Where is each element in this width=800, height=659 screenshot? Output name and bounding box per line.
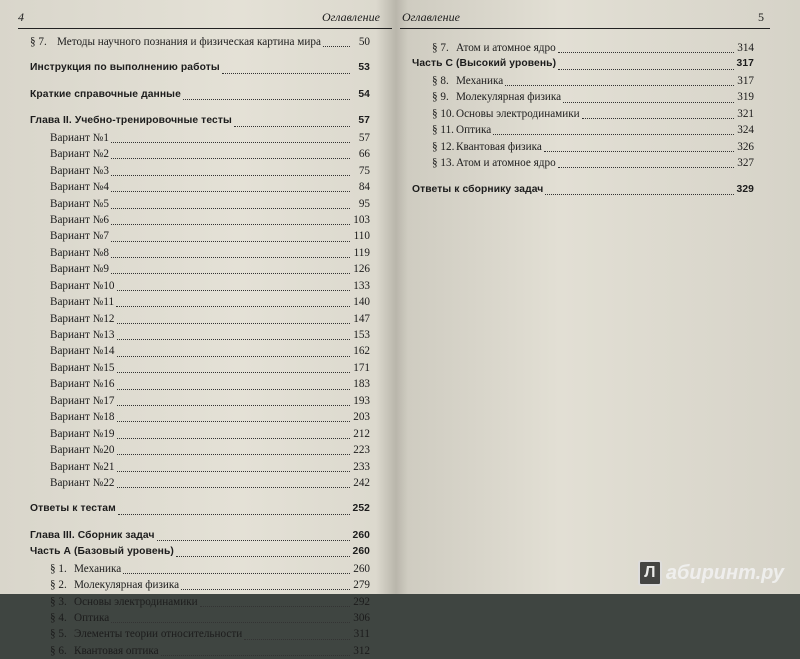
toc-entry-label [432,89,561,105]
toc-entry-page: 252 [352,503,370,515]
toc-leader-dots [222,64,350,74]
toc-leader-dots [111,613,350,623]
toc-entry-title: Вариант №2 [50,148,109,161]
toc-leader-dots [234,117,350,127]
watermark-text: абиринт.ру [665,561,784,584]
toc-entry-title: Основы электродинамики [74,595,198,608]
running-header-right: Оглавление [402,10,460,24]
toc-entry-page: 75 [358,164,370,177]
toc-entry [30,426,370,442]
toc-entry-label [50,426,115,442]
watermark [638,560,784,586]
toc-entry [30,261,370,277]
toc-entry-page: 203 [353,411,370,424]
toc-leader-dots [558,60,734,70]
toc-entry-label [50,459,115,475]
toc-entry [30,311,370,327]
toc-leader-dots [111,248,350,258]
toc-leader-dots [582,109,734,119]
toc-entry-label [50,228,109,244]
toc-leader-dots [558,158,734,168]
toc-entry-title: Молекулярная физика [456,91,562,104]
toc-entry [30,544,370,560]
toc-entry-label [432,122,491,138]
toc-entry-label [50,360,115,376]
toc-entry-page: 53 [358,62,370,74]
toc-entry-label [50,577,179,593]
toc-leader-dots [244,630,350,640]
toc-entry-title: Вариант №11 [50,296,115,309]
toc-gap [30,77,370,87]
toc-right [412,40,754,198]
toc-leader-dots [161,646,350,656]
toc-entry-label [50,594,198,610]
toc-entry-label [50,130,109,146]
toc-entry-label [50,343,115,359]
toc-entry-page: 153 [353,329,370,341]
toc-entry [30,113,370,129]
header-rule [18,28,392,29]
toc-leader-dots [117,380,350,390]
toc-leader-dots [111,199,350,209]
toc-entry-page: 84 [358,181,370,194]
toc-entry-title: Вариант №17 [50,394,115,407]
toc-leader-dots [111,166,350,176]
toc-entry-title: Молекулярная физика [74,579,180,592]
toc-gap [30,50,370,60]
toc-entry-title: Элементы теории относительности [74,628,243,641]
toc-entry-label [412,56,556,72]
toc-entry-title: Механика [74,562,122,575]
toc-leader-dots [116,297,350,307]
toc-entry-label [50,327,115,343]
toc-entry-label [50,212,109,228]
toc-leader-dots [176,547,350,557]
toc-entry-title: Глава III. Сборник задач [30,529,155,541]
running-header-left: Оглавление [322,10,380,24]
header-rule [400,28,770,29]
toc-leader-dots [117,314,350,324]
toc-entry-label [50,261,109,277]
toc-entry-number: § 11. [432,124,454,137]
toc-leader-dots [183,90,350,100]
toc-entry-number: § 1. [50,562,67,575]
toc-entry-label [432,106,580,122]
toc-entry [412,73,754,89]
toc-entry-page: 279 [353,579,370,592]
toc-entry-page: 260 [353,562,370,575]
toc-entry-title: Вариант №4 [50,181,109,194]
toc-leader-dots [545,185,734,195]
toc-leader-dots [117,412,350,422]
toc-entry-label [30,544,174,560]
toc-entry [30,442,370,458]
toc-entry-label [432,73,503,89]
page-number-right: 5 [758,10,764,24]
toc-entry-page: 133 [353,279,370,292]
toc-entry-title: Вариант №16 [50,378,115,391]
toc-entry-label [50,442,115,458]
toc-entry-page: 110 [353,230,370,243]
toc-entry-title: Вариант №12 [50,312,115,325]
toc-entry [412,106,754,122]
toc-entry [30,245,370,261]
toc-entry [30,179,370,195]
toc-entry [30,327,370,343]
toc-entry-page: 319 [737,91,754,104]
toc-entry-label [50,311,115,327]
toc-entry-title: Вариант №21 [50,460,115,473]
toc-entry [30,360,370,376]
toc-entry [30,87,370,103]
toc-entry-label [50,475,115,491]
toc-leader-dots [123,564,350,574]
toc-leader-dots [157,531,350,541]
toc-entry-label [50,409,115,425]
toc-leader-dots [117,478,350,488]
toc-entry-label [50,179,109,195]
toc-entry-number: § 9. [432,91,449,104]
toc-entry-title: Ответы к тестам [30,503,116,515]
toc-entry-number: § 10. [432,107,455,120]
toc-entry-title: Вариант №3 [50,164,109,177]
toc-entry-label [50,643,159,659]
toc-entry-title: Часть С (Высокий уровень) [412,58,557,70]
toc-entry [30,34,370,50]
toc-leader-dots [118,505,350,515]
toc-entry-label [50,376,115,392]
toc-entry [30,343,370,359]
toc-entry-title: Вариант №5 [50,197,109,210]
toc-entry [412,122,754,138]
toc-entry-title: Краткие справочные данные [30,88,181,100]
toc-entry-page: 326 [737,140,754,153]
toc-entry [412,182,754,198]
watermark-logo-icon: Л [638,560,662,586]
toc-entry [30,163,370,179]
toc-entry-label [30,60,220,76]
right-page [400,0,800,594]
toc-entry-label [30,113,232,129]
toc-entry-label [50,561,121,577]
toc-leader-dots [117,445,350,455]
toc-leader-dots [493,125,734,135]
toc-entry-page: 50 [358,36,370,48]
toc-leader-dots [117,281,350,291]
toc-entry-page: 171 [353,361,370,374]
toc-entry-page: 103 [353,213,370,226]
toc-entry-title: Методы научного познания и физическая картина мира [57,36,321,48]
toc-leader-dots [181,580,350,590]
toc-entry-title: Вариант №18 [50,411,115,424]
toc-entry-page: 57 [358,131,370,144]
toc-entry-number: § 4. [50,612,67,624]
toc-entry-title: Вариант №13 [50,329,115,341]
toc-entry-label [432,155,556,171]
toc-entry-title: Вариант №7 [50,230,109,243]
toc-entry-number: § 5. [50,628,67,641]
toc-entry-number: § 6. [50,644,67,657]
toc-entry-title: Глава II. Учебно-тренировочные тесты [30,115,232,127]
toc-leader-dots [117,363,350,373]
toc-leader-dots [117,347,350,357]
toc-leader-dots [111,182,350,192]
toc-entry-page: 306 [353,612,370,624]
toc-entry-number: § 7. [432,42,449,54]
toc-entry-label [50,294,114,310]
toc-entry-title: Вариант №10 [50,279,115,292]
toc-entry-label [50,245,109,261]
toc-leader-dots [117,429,350,439]
toc-entry-title: Атом и атомное ядро [456,157,556,170]
toc-entry-page: 260 [352,546,370,558]
toc-entry-label [432,139,542,155]
toc-entry-number: § 3. [50,595,67,608]
toc-gap [30,518,370,528]
toc-leader-dots [563,93,734,103]
toc-entry-number: § 8. [432,74,449,87]
toc-entry [30,60,370,76]
toc-entry-title: Вариант №22 [50,476,115,489]
toc-entry [30,577,370,593]
toc-entry [30,594,370,610]
toc-leader-dots [117,462,350,472]
toc-entry [30,196,370,212]
toc-entry [30,501,370,517]
toc-entry-title: Оптика [74,612,110,624]
toc-entry-label [50,163,109,179]
toc-entry-page: 311 [353,628,370,641]
toc-entry [412,139,754,155]
toc-entry [30,409,370,425]
toc-entry-title: Основы электродинамики [456,107,580,120]
toc-entry-label [50,610,109,626]
toc-entry-label [30,87,181,103]
toc-entry-page: 54 [358,88,370,100]
toc-entry-title: Вариант №20 [50,444,115,457]
toc-entry [30,643,370,659]
toc-entry-page: 317 [737,74,754,87]
toc-entry-title: Квантовая оптика [74,644,159,657]
toc-entry-page: 292 [353,595,370,608]
toc-entry-page: 223 [353,444,370,457]
toc-entry-page: 233 [353,460,370,473]
toc-entry [30,393,370,409]
toc-entry-title: Атом и атомное ядро [456,42,556,54]
toc-entry-number: § 12. [432,140,455,153]
toc-leader-dots [117,396,350,406]
toc-leader-dots [111,133,350,143]
toc-entry [30,146,370,162]
toc-leader-dots [323,37,350,47]
toc-leader-dots [111,215,350,225]
toc-leader-dots [544,142,734,152]
toc-entry-page: 183 [353,378,370,391]
toc-entry-title: Вариант №1 [50,131,109,144]
left-page [0,0,392,657]
toc-entry-page: 193 [353,394,370,407]
toc-entry-label [50,146,109,162]
toc-entry [30,376,370,392]
toc-entry-title: Квантовая физика [456,140,542,153]
toc-entry [30,130,370,146]
toc-entry-page: 162 [353,345,370,358]
toc-entry-number: § 13. [432,157,455,170]
toc-entry-page: 312 [353,644,370,657]
toc-entry-number: § 7. [30,36,47,48]
toc-entry-title: Вариант №9 [50,263,109,276]
toc-entry [30,459,370,475]
toc-entry [30,212,370,228]
toc-entry-label [50,196,109,212]
toc-entry-page: 324 [737,124,754,137]
toc-entry [412,56,754,72]
toc-entry [30,626,370,642]
toc-leader-dots [117,330,350,340]
toc-entry-title: Вариант №6 [50,213,109,226]
toc-entry-page: 147 [353,312,370,325]
toc-left [30,34,370,659]
toc-entry-label [50,626,242,642]
toc-gap [30,491,370,501]
toc-entry-page: 95 [358,197,370,210]
toc-entry [30,561,370,577]
page-number-left: 4 [18,10,24,24]
toc-entry [30,278,370,294]
toc-entry-page: 140 [353,296,370,309]
toc-gap [30,103,370,113]
toc-leader-dots [558,43,734,53]
toc-entry [30,294,370,310]
toc-entry-title: Ответы к сборнику задач [412,183,544,195]
toc-entry [30,228,370,244]
toc-entry-page: 212 [353,427,370,440]
toc-entry-page: 329 [736,183,754,195]
toc-leader-dots [111,264,350,274]
toc-entry-title: Вариант №15 [50,361,115,374]
toc-entry [30,528,370,544]
toc-entry-number: § 2. [50,579,67,592]
toc-entry-title: Механика [456,74,504,87]
toc-entry [412,155,754,171]
toc-leader-dots [200,597,350,607]
toc-entry-title: Вариант №19 [50,427,115,440]
toc-entry-label [30,501,116,517]
toc-entry-title: Вариант №14 [50,345,115,358]
toc-leader-dots [505,76,734,86]
toc-entry-page: 57 [358,115,370,127]
toc-entry-page: 119 [353,246,370,259]
toc-entry-page: 321 [737,107,754,120]
toc-leader-dots [111,232,350,242]
toc-entry [30,475,370,491]
toc-entry-title: Оптика [456,124,492,137]
toc-entry-label [432,40,556,56]
toc-entry-page: 126 [353,263,370,276]
toc-entry-page: 314 [737,42,754,54]
toc-gap [412,172,754,182]
toc-entry-page: 327 [737,157,754,170]
toc-entry [412,89,754,105]
toc-entry-label [412,182,543,198]
toc-entry [412,40,754,56]
toc-entry-label [50,393,115,409]
toc-entry-title: Вариант №8 [50,246,109,259]
toc-entry-page: 242 [353,476,370,489]
toc-leader-dots [111,149,350,159]
toc-entry-page: 260 [352,529,370,541]
toc-entry-label [30,34,321,50]
toc-entry [30,610,370,626]
toc-entry-page: 317 [736,58,754,70]
toc-entry-title: Часть А (Базовый уровень) [30,546,174,558]
toc-entry-title: Инструкция по выполнению работы [30,62,220,74]
toc-entry-label [50,278,115,294]
toc-entry-page: 66 [358,148,370,161]
toc-entry-label [30,528,155,544]
